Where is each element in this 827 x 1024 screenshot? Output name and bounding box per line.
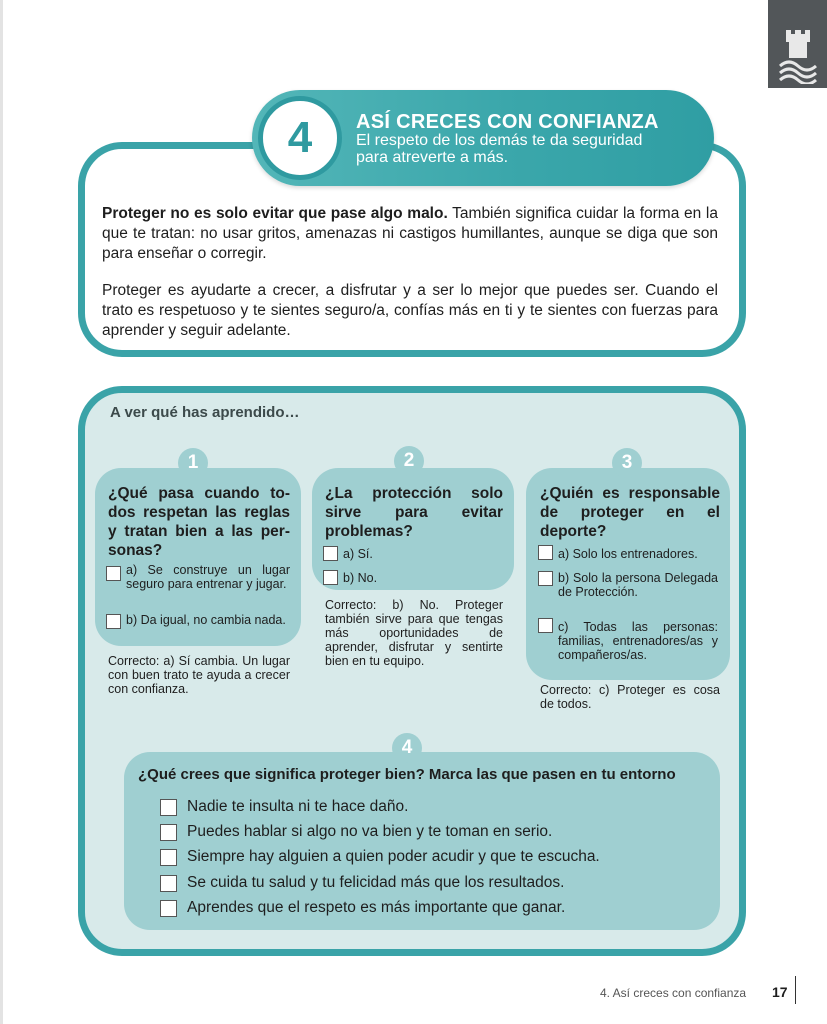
question-3-answer: Correcto: c) Proteger es cosa de todos. [540,683,720,711]
section-title: ASÍ CRECES CON CONFIANZA [356,111,659,133]
checklist-label: Puedes hablar si algo no va bien y te toman en serio. [187,823,553,840]
checklist-checkbox[interactable] [160,875,177,892]
question-2-option-a-checkbox[interactable] [323,546,338,561]
question-2-option-a: a) Sí. [343,547,373,561]
section-number: 4 [258,96,342,180]
question-2-option-b: b) No. [343,571,378,585]
question-1-answer: Correcto: a) Sí cambia. Un lugar con buen trato te ayuda a crecer con confianza. [108,654,290,696]
question-2-number: 2 [394,446,424,476]
question-1-number: 1 [178,448,208,478]
question-1-option-a: a) Se construye un lugar seguro para entrenar y jugar. [126,563,290,591]
page-edge [0,0,3,1024]
question-3-text: ¿Quién es responsable de proteger en el deporte? [540,485,720,540]
question-3-option-c-checkbox[interactable] [538,618,553,633]
intro-paragraph-2: Proteger es ayudarte a crecer, a disfrutar y a ser lo mejor que puedes ser. Cuando el trato es respetuoso y te sientes seguro/a, confías más en ti y te sientes con fuerzas para aprender y seguir adelante. [102,282,718,339]
intro-paragraph-1 [102,204,718,264]
question-2-text: ¿La protección solo sirve para evitar problemas? [325,485,503,540]
corner-logo [768,0,827,88]
question-3-option-a: a) Solo los entrenadores. [558,547,698,561]
checklist-checkbox[interactable] [160,900,177,917]
question-3-option-c: c) Todas las personas: familias, entrenadores/as y compañeros/as. [558,620,718,662]
question-1-text: ¿Qué pasa cuando to-dos respetan las reglas y tratan bien a las per-sonas? [108,485,290,559]
footer-divider [795,976,796,1004]
section-subtitle: El respeto de los demás te da seguridad para atreverte a más. [356,132,643,166]
checklist-checkbox[interactable] [160,849,177,866]
checklist-label: Se cuida tu salud y tu felicidad más que los resultados. [187,874,565,891]
page-number: 17 [772,984,788,1000]
quiz-heading: A ver qué has aprendido… [110,404,300,421]
question-1-option-b: b) Da igual, no cambia nada. [126,613,286,627]
question-3-option-b: b) Solo la persona Delegada de Protección. [558,571,718,599]
checklist-label: Aprendes que el respeto es más importante que ganar. [187,899,566,916]
tower-waves-logo-icon [778,26,818,84]
checklist-checkbox[interactable] [160,799,177,816]
question-1-option-b-checkbox[interactable] [106,614,121,629]
question-4-text: ¿Qué crees que significa proteger bien? Marca las que pasen en tu entorno [138,766,676,783]
question-4-number: 4 [392,733,422,763]
question-3-number: 3 [612,448,642,478]
question-2-option-b-checkbox[interactable] [323,570,338,585]
question-2-answer: Correcto: b) No. Proteger también sirve para que tengas más oportunidades de aprender, disfrutar y sentirte bien en tu equipo. [325,598,503,668]
footer-section-title: 4. Así creces con confianza [600,986,747,1000]
checklist-label: Siempre hay alguien a quien poder acudir y que te escucha. [187,848,600,865]
question-3-option-a-checkbox[interactable] [538,545,553,560]
question-3-option-b-checkbox[interactable] [538,571,553,586]
checklist-checkbox[interactable] [160,824,177,841]
checklist-label: Nadie te insulta ni te hace daño. [187,798,409,815]
question-1-option-a-checkbox[interactable] [106,566,121,581]
intro-paragraph-1-rest: También significa cuidar la forma en la que te tratan: no usar gritos, amenazas ni castigos humillantes, aunque se diga que son para enseñar o corregir. [102,205,718,262]
intro-bold-lead: Proteger no es solo evitar que pase algo malo. [102,205,448,222]
